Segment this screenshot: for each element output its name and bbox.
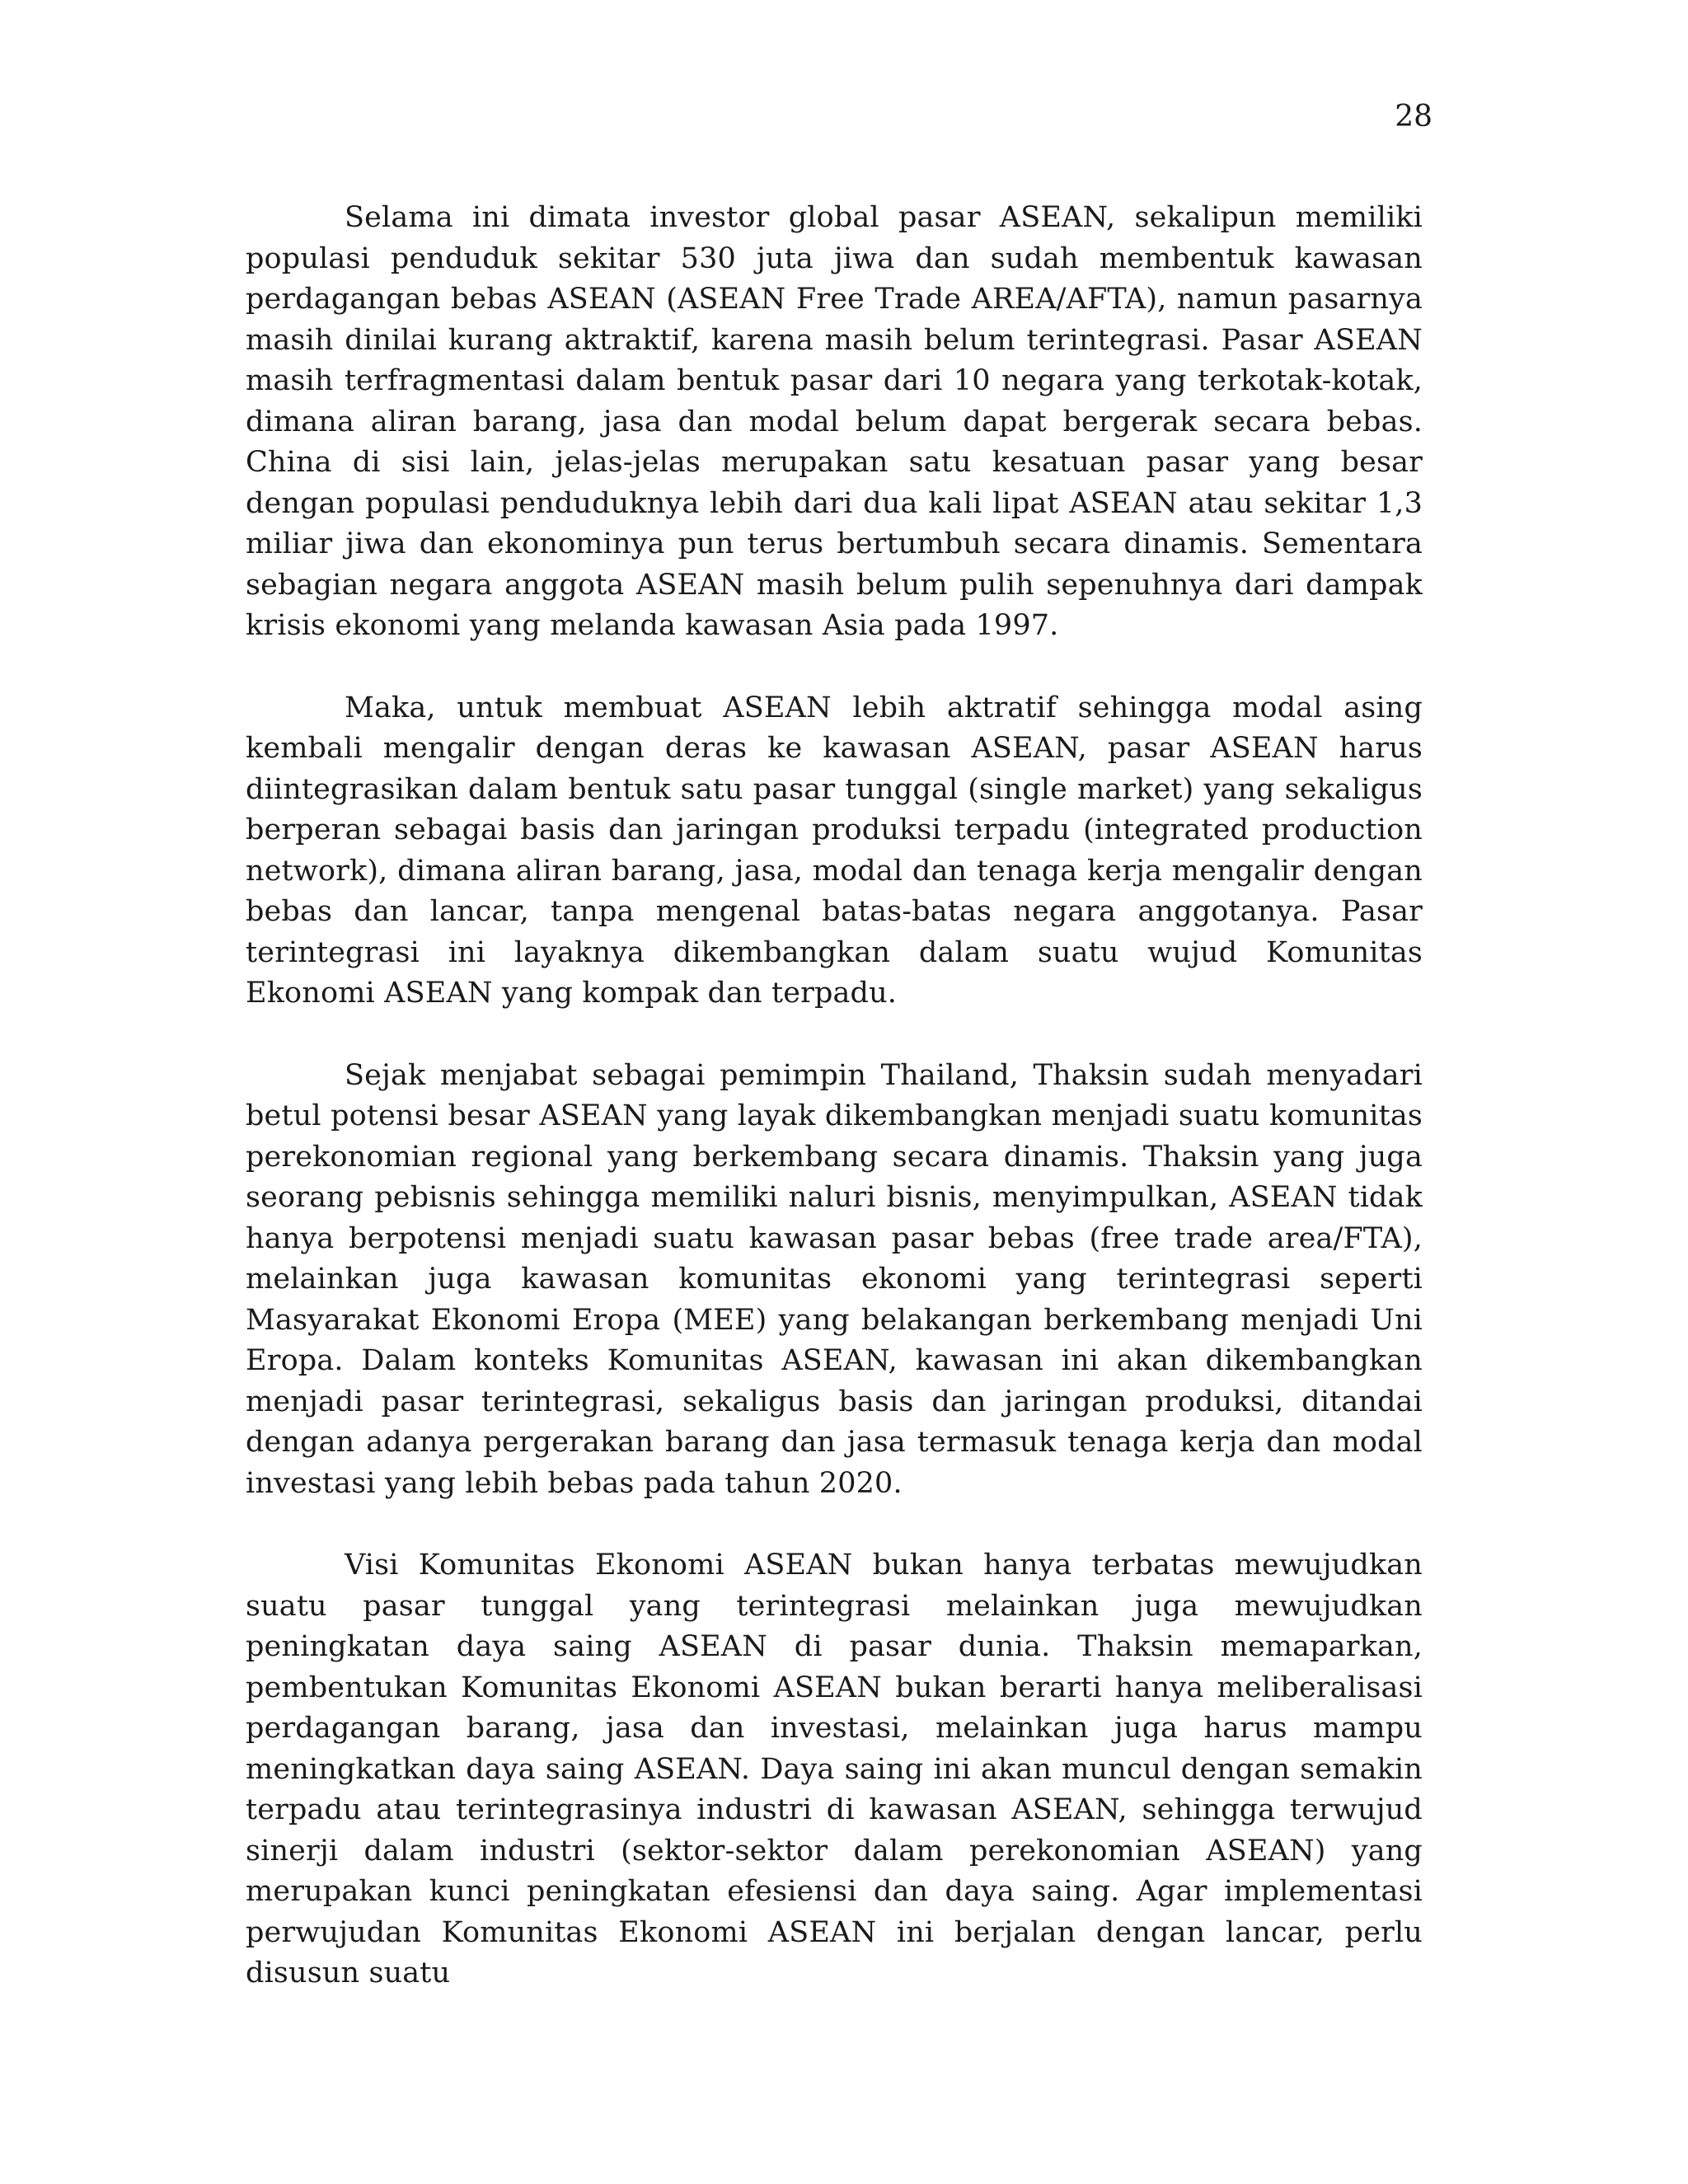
paragraph-1: Selama ini dimata investor global pasar ASEAN, sekalipun memiliki populasi penduduk sekitar 530 juta jiwa dan sudah membentuk kawasan perdagangan bebas ASEAN (ASEAN Free Trade AREA/AFTA), namun pasarnya masih dinilai kurang aktraktif, karena masih belum terintegrasi. Pasar ASEAN masih terfragmentasi dalam bentuk pasar dari 10 negara yang terkotak-kotak, dimana aliran barang, jasa dan modal belum dapat bergerak secara bebas. China di sisi lain, jelas-jelas merupakan satu kesatuan pasar yang besar dengan populasi penduduknya lebih dari dua kali lipat ASEAN atau sekitar 1,3 miliar jiwa dan ekonominya pun terus bertumbuh secara dinamis. Sementara sebagian negara anggota ASEAN masih belum pulih sepenuhnya dari dampak krisis ekonomi yang melanda kawasan Asia pada 1997. [246,201,1423,642]
document-body [246,198,1423,2036]
paragraph-2: Maka, untuk membuat ASEAN lebih aktratif sehingga modal asing kembali mengalir dengan deras ke kawasan ASEAN, pasar ASEAN harus diintegrasikan dalam bentuk satu pasar tunggal (single market) yang sekaligus berperan sebagai basis dan jaringan produksi terpadu (integrated production network), dimana aliran barang, jasa, modal dan tenaga kerja mengalir dengan bebas dan lancar, tanpa mengenal batas-batas negara anggotanya. Pasar terintegrasi ini layaknya dikembangkan dalam suatu wujud Komunitas Ekonomi ASEAN yang kompak dan terpadu. [246,691,1423,1010]
paragraph-3: Sejak menjabat sebagai pemimpin Thailand, Thaksin sudah menyadari betul potensi besar ASEAN yang layak dikembangkan menjadi suatu komunitas perekonomian regional yang berkembang secara dinamis. Thaksin yang juga seorang pebisnis sehingga memiliki naluri bisnis, menyimpulkan, ASEAN tidak hanya berpotensi menjadi suatu kawasan pasar bebas (free trade area/FTA), melainkan juga kawasan komunitas ekonomi yang terintegrasi seperti Masyarakat Ekonomi Eropa (MEE) yang belakangan berkembang menjadi Uni Eropa. Dalam konteks Komunitas ASEAN, kawasan ini akan dikembangkan menjadi pasar terintegrasi, sekaligus basis dan jaringan produksi, ditandai dengan adanya pergerakan barang dan jasa termasuk tenaga kerja dan modal investasi yang lebih bebas pada tahun 2020. [246,1058,1423,1500]
page-number: 28 [1395,100,1432,134]
paragraph-4: Visi Komunitas Ekonomi ASEAN bukan hanya terbatas mewujudkan suatu pasar tunggal yang terintegrasi melainkan juga mewujudkan peningkatan daya saing ASEAN di pasar dunia. Thaksin memaparkan, pembentukan Komunitas Ekonomi ASEAN bukan berarti hanya meliberalisasi perdagangan barang, jasa dan investasi, melainkan juga harus mampu meningkatkan daya saing ASEAN. Daya saing ini akan muncul dengan semakin terpadu atau terintegrasinya industri di kawasan ASEAN, sehingga terwujud sinerji dalam industri (sektor-sektor dalam perekonomian ASEAN) yang merupakan kunci peningkatan efesiensi dan daya saing. Agar implementasi perwujudan Komunitas Ekonomi ASEAN ini berjalan dengan lancar, perlu disusun suatu [246,1549,1423,1990]
